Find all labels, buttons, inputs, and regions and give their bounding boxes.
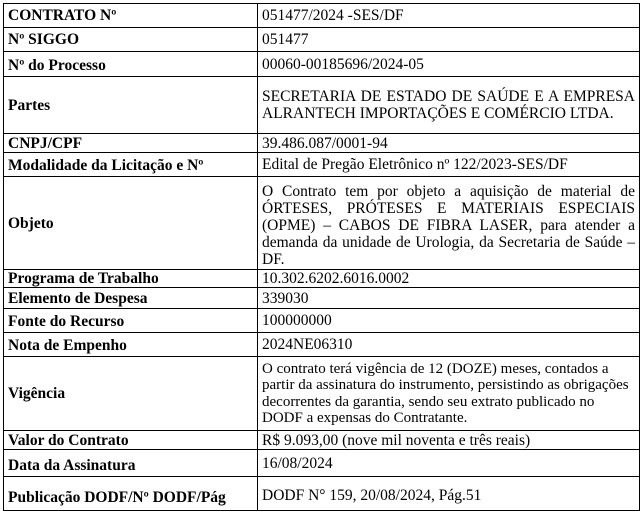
table-row: [4, 134, 640, 153]
row-value: DODF N° 159, 20/08/2024, Pág.51: [258, 477, 640, 511]
row-label: CONTRATO Nº: [4, 4, 258, 28]
row-value: 339030: [258, 288, 640, 309]
row-label: Fonte do Recurso: [4, 309, 258, 333]
row-label: Publicação DODF/Nº DODF/Pág: [4, 477, 258, 511]
table-row: [4, 431, 640, 450]
row-label: Programa de Trabalho: [4, 270, 258, 288]
contract-summary-table: [3, 3, 640, 511]
table-row: [4, 309, 640, 333]
row-label: Vigência: [4, 357, 258, 431]
table-row: [4, 4, 640, 28]
row-label: Objeto: [4, 177, 258, 270]
row-value: 051477: [258, 28, 640, 52]
table-row: [4, 77, 640, 134]
row-value: R$ 9.093,00 (nove mil noventa e três reais): [258, 431, 640, 450]
row-value: 051477/2024 -SES/DF: [258, 4, 640, 28]
table-row: [4, 357, 640, 431]
table-row: [4, 450, 640, 477]
row-value: 100000000: [258, 309, 640, 333]
row-label: CNPJ/CPF: [4, 134, 258, 153]
row-label: Nota de Empenho: [4, 333, 258, 357]
row-label: Valor do Contrato: [4, 431, 258, 450]
table-row: [4, 153, 640, 177]
table-row: [4, 28, 640, 52]
row-label: Nº do Processo: [4, 52, 258, 77]
row-value: O Contrato tem por objeto a aquisição de material de ÓRTESES, PRÓTESES E MATERIAIS ESPECIAIS (OPME) – CABOS DE FIBRA LASER, para atender a demanda da unidade de Urologia, da Secretaria de Saúde – DF.: [258, 177, 640, 270]
row-value: 39.486.087/0001-94: [258, 134, 640, 153]
row-value: O contrato terá vigência de 12 (DOZE) meses, contados a partir da assinatura do instrumento, persistindo as obrigações decorrentes da garantia, sendo seu extrato publicado no DODF a expensas do Contratante.: [258, 357, 640, 431]
row-label: Nº SIGGO: [4, 28, 258, 52]
row-value: 10.302.6202.6016.0002: [258, 270, 640, 288]
table-row: [4, 333, 640, 357]
table-row: [4, 52, 640, 77]
row-value: Edital de Pregão Eletrônico nº 122/2023-SES/DF: [258, 153, 640, 177]
row-value: 00060-00185696/2024-05: [258, 52, 640, 77]
table-row: [4, 477, 640, 511]
table-row: [4, 270, 640, 288]
row-label: Partes: [4, 77, 258, 134]
table-row: [4, 288, 640, 309]
row-value: SECRETARIA DE ESTADO DE SAÚDE E A EMPRESA ALRANTECH IMPORTAÇÕES E COMÉRCIO LTDA.: [258, 77, 640, 134]
row-value: 16/08/2024: [258, 450, 640, 477]
row-label: Elemento de Despesa: [4, 288, 258, 309]
row-value: 2024NE06310: [258, 333, 640, 357]
row-label: Data da Assinatura: [4, 450, 258, 477]
table-row: [4, 177, 640, 270]
row-label: Modalidade da Licitação e Nº: [4, 153, 258, 177]
